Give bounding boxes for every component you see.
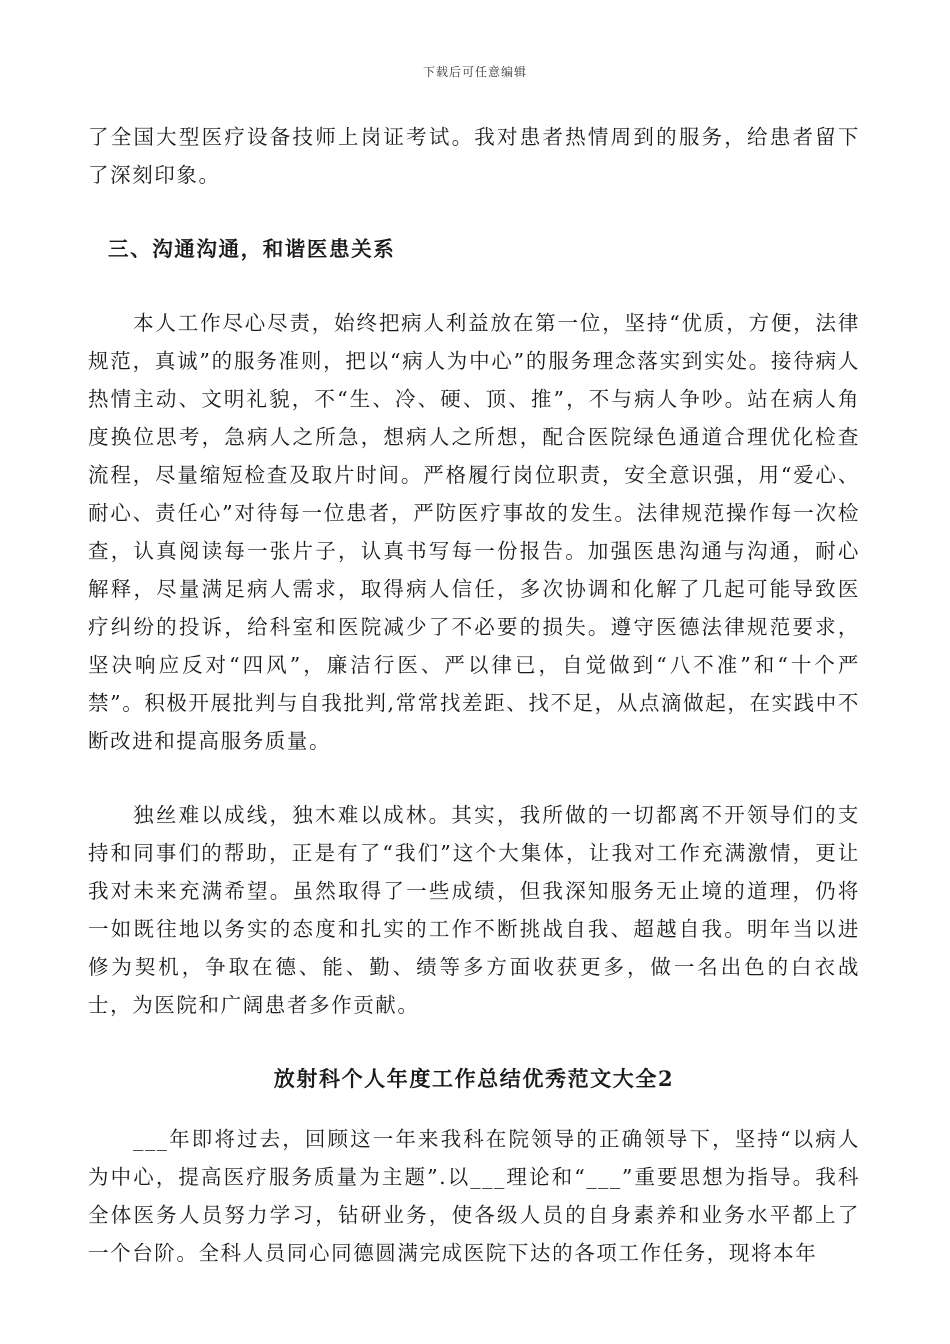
spacer [88,268,860,304]
spacer [88,760,860,796]
header-note: 下载后可任意编辑 [422,65,527,79]
document-title: 放射科个人年度工作总结优秀范文大全2 [273,1066,675,1091]
paragraph-intro: ___年即将过去，回顾这一年来我科在院领导的正确领导下，坚持“以病人为中心，提高医疗服务质量为主题”.以___理论和“___”重要思想为指导。我科全体医务人员努力学习，钻研业务，使各级人员的自身素养和业务水平都上了一个台阶。全科人员同心同德圆满完成医院下达的各项工作任务，现将本年 [88,1127,860,1265]
spacer [88,1024,860,1060]
spacer [88,194,860,230]
spacer [88,1098,860,1120]
paragraph-continuation: 了全国大型医疗设备技师上岗证考试。我对患者热情周到的服务，给患者留下了深刻印象。 [88,125,860,187]
paragraph-teamwork: 独丝难以成线，独木难以成林。其实，我所做的一切都离不开领导们的支持和同事们的帮助，正是有了“我们”这个大集体，让我对工作充满激情，更让我对未来充满希望。虽然取得了一些成绩，但我深知服务无止境的道理，仍将一如既往地以务实的态度和扎实的工作不断挑战自我、超越自我。明年当以进修为契机，争取在德、能、勤、绩等多方面收获更多，做一名出色的白衣战士，为医院和广阔患者多作贡献。 [88,803,860,1017]
section-heading: 三、沟通沟通，和谐医患关系 [108,237,396,261]
paragraph-communication: 本人工作尽心尽责，始终把病人利益放在第一位，坚持“优质，方便，法律规范，真诚”的服务准则，把以“病人为中心”的服务理念落实到实处。接待病人热情主动、文明礼貌，不“生、冷、硬、顶、推”，不与病人争吵。站在病人角度换位思考，急病人之所急，想病人之所想，配合医院绿色通道合理优化检查流程，尽量缩短检查及取片时间。严格履行岗位职责，安全意识强，用“爱心、耐心、责任心”对待每一位患者，严防医疗事故的发生。法律规范操作每一次检查，认真阅读每一张片子，认真书写每一份报告。加强医患沟通与沟通，耐心解释，尽量满足病人需求，取得病人信任，多次协调和化解了几起可能导致医疗纠纷的投诉，给科室和医院减少了不必要的损失。遵守医德法律规范要求，坚决响应反对“四风”，廉洁行医、严以律已，自觉做到“八不准”和“十个严禁”。积极开展批判与自我批判,常常找差距、找不足，从点滴做起，在实践中不断改进和提高服务质量。 [88,311,860,753]
document-body [88,118,860,1272]
